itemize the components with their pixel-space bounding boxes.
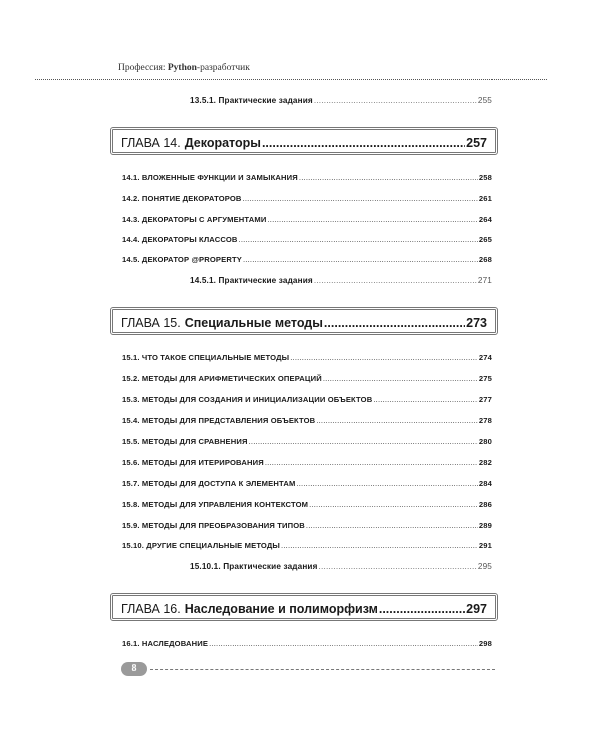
chapter-title: Декораторы (184, 136, 261, 150)
leader-dots (314, 276, 477, 285)
chapter-number: ГЛАВА 16. (121, 602, 181, 616)
toc-entry[interactable] (122, 374, 492, 383)
toc-subentry-page: 255 (477, 96, 492, 105)
toc-entry-page: 280 (478, 437, 492, 446)
toc-entry[interactable] (122, 173, 492, 182)
toc-entry[interactable] (122, 541, 492, 550)
toc-entry-page: 268 (478, 255, 492, 264)
toc-entry[interactable] (122, 255, 492, 264)
header-suffix: -разработчик (196, 63, 250, 73)
toc-entry[interactable] (122, 500, 492, 509)
toc-entry-page: 289 (478, 521, 492, 530)
toc-subentry-label: 14.5.1. Практические задания (190, 276, 313, 285)
leader-dots (324, 316, 465, 330)
toc-entry-label: 14.5. ДЕКОРАТОР @PROPERTY (122, 255, 242, 264)
leader-dots (267, 215, 477, 224)
chapter-page: 297 (466, 602, 487, 616)
toc-entry[interactable] (122, 437, 492, 446)
toc-entry[interactable] (122, 215, 492, 224)
header-prefix: Профессия: (118, 63, 168, 73)
toc-entry-label: 14.4. ДЕКОРАТОРЫ КЛАССОВ (122, 235, 238, 244)
leader-dots (290, 353, 478, 362)
leader-dots (281, 541, 478, 550)
toc-entry-page: 261 (478, 194, 492, 203)
toc-subentry-label: 13.5.1. Практические задания (190, 96, 313, 105)
chapter-page: 257 (466, 136, 487, 150)
toc-entry-page: 264 (478, 215, 492, 224)
toc-subentry-page: 271 (477, 276, 492, 285)
toc-entry[interactable] (122, 458, 492, 467)
leader-dots (314, 96, 477, 105)
toc-entry-label: 15.9. МЕТОДЫ ДЛЯ ПРЕОБРАЗОВАНИЯ ТИПОВ (122, 521, 305, 530)
toc-entry[interactable] (122, 194, 492, 203)
leader-dots (296, 479, 477, 488)
chapter-number: ГЛАВА 15. (121, 316, 181, 330)
toc-entry-label: 15.8. МЕТОДЫ ДЛЯ УПРАВЛЕНИЯ КОНТЕКСТОМ (122, 500, 309, 509)
leader-dots (379, 602, 465, 616)
toc-entry-page: 277 (478, 395, 492, 404)
toc-entry[interactable] (122, 521, 492, 530)
toc-subentry[interactable] (190, 276, 492, 285)
toc-entry-label: 15.6. МЕТОДЫ ДЛЯ ИТЕРИРОВАНИЯ (122, 458, 264, 467)
toc-entry-page: 265 (478, 235, 492, 244)
toc-entry-label: 14.1. ВЛОЖЕННЫЕ ФУНКЦИИ И ЗАМЫКАНИЯ (122, 173, 298, 182)
leader-dots (265, 458, 478, 467)
toc-entry-page: 274 (478, 353, 492, 362)
toc-entry-page: 258 (478, 173, 492, 182)
toc-subentry[interactable] (190, 562, 492, 571)
toc-entry-label: 15.3. МЕТОДЫ ДЛЯ СОЗДАНИЯ И ИНИЦИАЛИЗАЦИИ ОБЪЕКТОВ (122, 395, 373, 404)
toc-entry-page: 286 (478, 500, 492, 509)
chapter-title: Специальные методы (184, 316, 323, 330)
chapter-page: 273 (466, 316, 487, 330)
toc-entry-page: 275 (478, 374, 492, 383)
chapter-heading[interactable] (110, 593, 498, 621)
leader-dots (316, 416, 478, 425)
toc-subentry-page: 295 (477, 562, 492, 571)
chapter-heading[interactable] (110, 127, 498, 155)
toc-entry-page: 282 (478, 458, 492, 467)
toc-entry[interactable] (122, 353, 492, 362)
leader-dots (243, 194, 478, 203)
toc-subentry-label: 15.10.1. Практические задания (190, 562, 318, 571)
toc-entry-label: 15.4. МЕТОДЫ ДЛЯ ПРЕДСТАВЛЕНИЯ ОБЪЕКТОВ (122, 416, 316, 425)
running-header (118, 63, 250, 73)
page-number-badge: 8 (121, 662, 147, 676)
leader-dots (323, 374, 478, 383)
toc-entry-label: 15.10. ДРУГИЕ СПЕЦИАЛЬНЫЕ МЕТОДЫ (122, 541, 281, 550)
toc-subentry[interactable] (190, 96, 492, 105)
leader-dots (239, 235, 478, 244)
leader-dots (209, 639, 478, 648)
toc-entry-label: 15.5. МЕТОДЫ ДЛЯ СРАВНЕНИЯ (122, 437, 248, 446)
toc-entry-label: 15.7. МЕТОДЫ ДЛЯ ДОСТУПА К ЭЛЕМЕНТАМ (122, 479, 296, 488)
toc-entry-label: 14.3. ДЕКОРАТОРЫ С АРГУМЕНТАМИ (122, 215, 267, 224)
toc-entry-page: 278 (478, 416, 492, 425)
leader-dots (373, 395, 478, 404)
leader-dots (309, 500, 478, 509)
toc-entry[interactable] (122, 639, 492, 648)
chapter-heading[interactable] (110, 307, 498, 335)
toc-entry-page: 298 (478, 639, 492, 648)
toc-entry-label: 15.1. ЧТО ТАКОЕ СПЕЦИАЛЬНЫЕ МЕТОДЫ (122, 353, 290, 362)
toc-entry[interactable] (122, 479, 492, 488)
header-rule (35, 79, 492, 80)
leader-dots (249, 437, 478, 446)
leader-dots (262, 136, 465, 150)
leader-dots (243, 255, 478, 264)
toc-entry-label: 14.2. ПОНЯТИЕ ДЕКОРАТОРОВ (122, 194, 242, 203)
toc-entry[interactable] (122, 416, 492, 425)
footer-rule (150, 669, 495, 670)
toc-entry[interactable] (122, 235, 492, 244)
header-bold: Python (167, 63, 197, 73)
toc-entry-label: 15.2. МЕТОДЫ ДЛЯ АРИФМЕТИЧЕСКИХ ОПЕРАЦИЙ (122, 374, 322, 383)
toc-entry-page: 284 (478, 479, 492, 488)
chapter-number: ГЛАВА 14. (121, 136, 181, 150)
toc-entry-page: 291 (478, 541, 492, 550)
chapter-title: Наследование и полиморфизм (184, 602, 378, 616)
toc-entry[interactable] (122, 395, 492, 404)
leader-dots (299, 173, 478, 182)
toc-entry-label: 16.1. НАСЛЕДОВАНИЕ (122, 639, 209, 648)
leader-dots (319, 562, 477, 571)
leader-dots (306, 521, 478, 530)
